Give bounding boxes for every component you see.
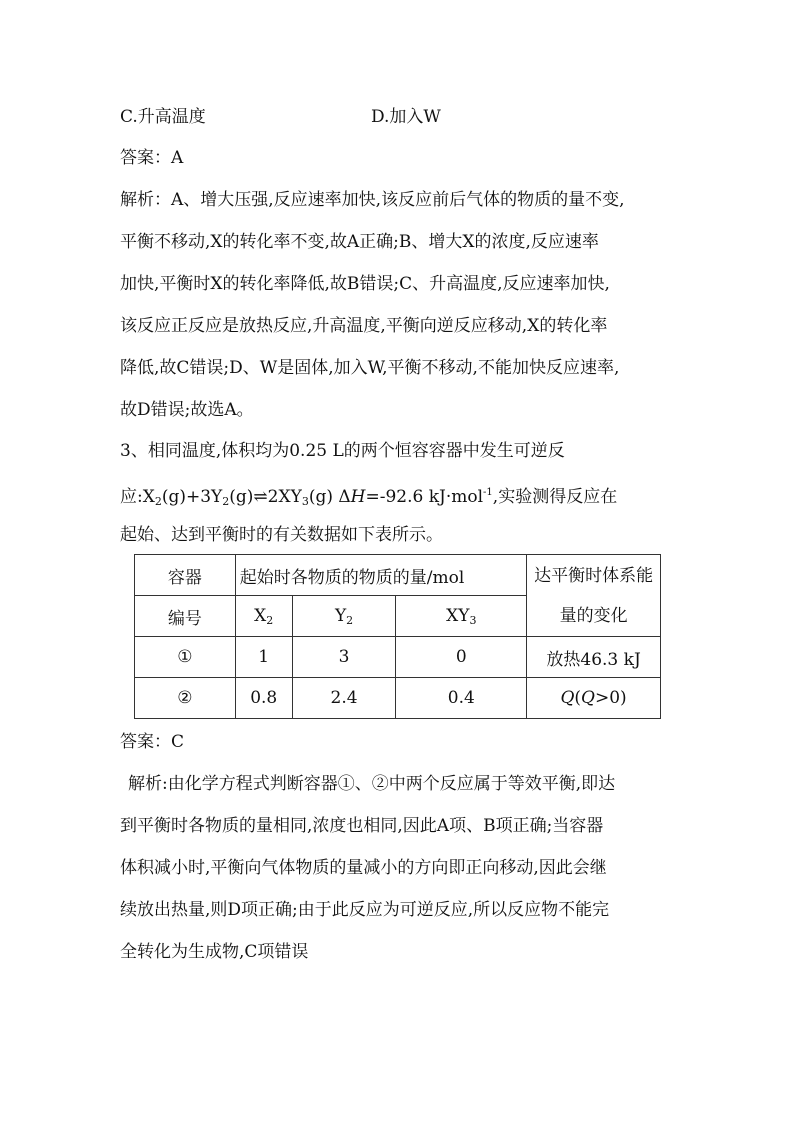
option-d: D.加入W: [371, 107, 441, 127]
eq-sub: 2: [154, 495, 162, 508]
eq-text: (g)⇌2XY: [229, 487, 302, 507]
col-y2: [292, 596, 396, 637]
q3-stem-line3: 起始、达到平衡时的有关数据如下表所示。: [120, 525, 443, 545]
header-energy-line: 量的变化: [559, 605, 628, 626]
header-energy-change: [527, 555, 661, 637]
analysis-line: 加快,平衡时X的转化率降低,故B错误;C、升高温度,反应速率加快,: [120, 274, 610, 294]
col-sub: 2: [346, 613, 354, 627]
col-sub: 2: [266, 613, 274, 627]
eq-text: 应:X: [120, 487, 155, 507]
q3-answer: 答案：C: [120, 732, 185, 752]
analysis-line: 续放出热量,则D项正确;由于此反应为可逆反应,所以反应物不能完: [120, 900, 610, 920]
analysis-line: 体积减小时,平衡向气体物质的量减小的方向即正向移动,因此会继: [120, 858, 607, 878]
col-text: Y: [334, 605, 347, 626]
cell-y2: 3: [292, 637, 396, 678]
cell-x2: 1: [235, 637, 292, 678]
eq-text: =-92.6 kJ·mol: [365, 487, 484, 507]
col-x2: [235, 596, 292, 637]
analysis-line: 解析：A、增大压强,反应速率加快,该反应前后气体的物质的量不变,: [120, 190, 625, 210]
cell-xy3: 0.4: [396, 678, 527, 719]
eq-text: (g)+3Y: [161, 487, 223, 507]
cell-xy3: 0: [396, 637, 527, 678]
analysis-line: 到平衡时各物质的量相同,浓度也相同,因此A项、B项正确;当容器: [120, 816, 604, 836]
energy-text: >0): [594, 688, 627, 708]
analysis-line: 降低,故C错误;D、W是固体,加入W,平衡不移动,不能加快反应速率,: [120, 358, 620, 378]
header-energy-line: 达平衡时体系能: [534, 565, 654, 586]
data-table: [134, 554, 661, 719]
cell-energy: 放热46.3 kJ: [527, 637, 661, 678]
energy-q: Q: [560, 688, 575, 708]
q3-equation-line: [120, 481, 617, 514]
header-start-amounts: 起始时各物质的物质的量/mol: [235, 555, 526, 596]
eq-text: (g) Δ: [308, 487, 351, 507]
eq-sub: 2: [222, 495, 230, 508]
option-c: C.升高温度: [120, 107, 206, 127]
table-row: [135, 637, 661, 678]
col-text: XY: [446, 605, 470, 626]
eq-sub: 3: [301, 495, 309, 508]
col-sub: 3: [469, 613, 477, 627]
energy-q: Q: [581, 688, 595, 708]
cell-id: ①: [135, 637, 236, 678]
cell-x2: 0.8: [235, 678, 292, 719]
table-row: [135, 678, 661, 719]
eq-enthalpy-symbol: H: [350, 487, 366, 507]
col-xy3: [396, 596, 527, 637]
analysis-line: 故D错误;故选A。: [120, 400, 254, 420]
q3-stem-line1: 3、相同温度,体积均为0.25 L的两个恒容容器中发生可逆反: [120, 441, 565, 461]
header-container: 容器: [135, 555, 236, 596]
analysis-line: 平衡不移动,X的转化率不变,故A正确;B、增大X的浓度,反应速率: [120, 232, 599, 252]
q2-answer: 答案：A: [120, 148, 184, 168]
energy-text: (: [574, 688, 582, 708]
eq-text: ,实验测得反应在: [492, 487, 618, 507]
header-container: 编号: [135, 596, 236, 637]
analysis-line: 全转化为生成物,C项错误: [120, 942, 309, 962]
cell-energy: [527, 678, 661, 719]
eq-sup: -1: [483, 487, 493, 498]
analysis-line: 解析:由化学方程式判断容器①、②中两个反应属于等效平衡,即达: [128, 774, 616, 794]
cell-id: ②: [135, 678, 236, 719]
cell-y2: 2.4: [292, 678, 396, 719]
analysis-line: 该反应正反应是放热反应,升高温度,平衡向逆反应移动,X的转化率: [120, 316, 608, 336]
col-text: X: [254, 605, 267, 626]
